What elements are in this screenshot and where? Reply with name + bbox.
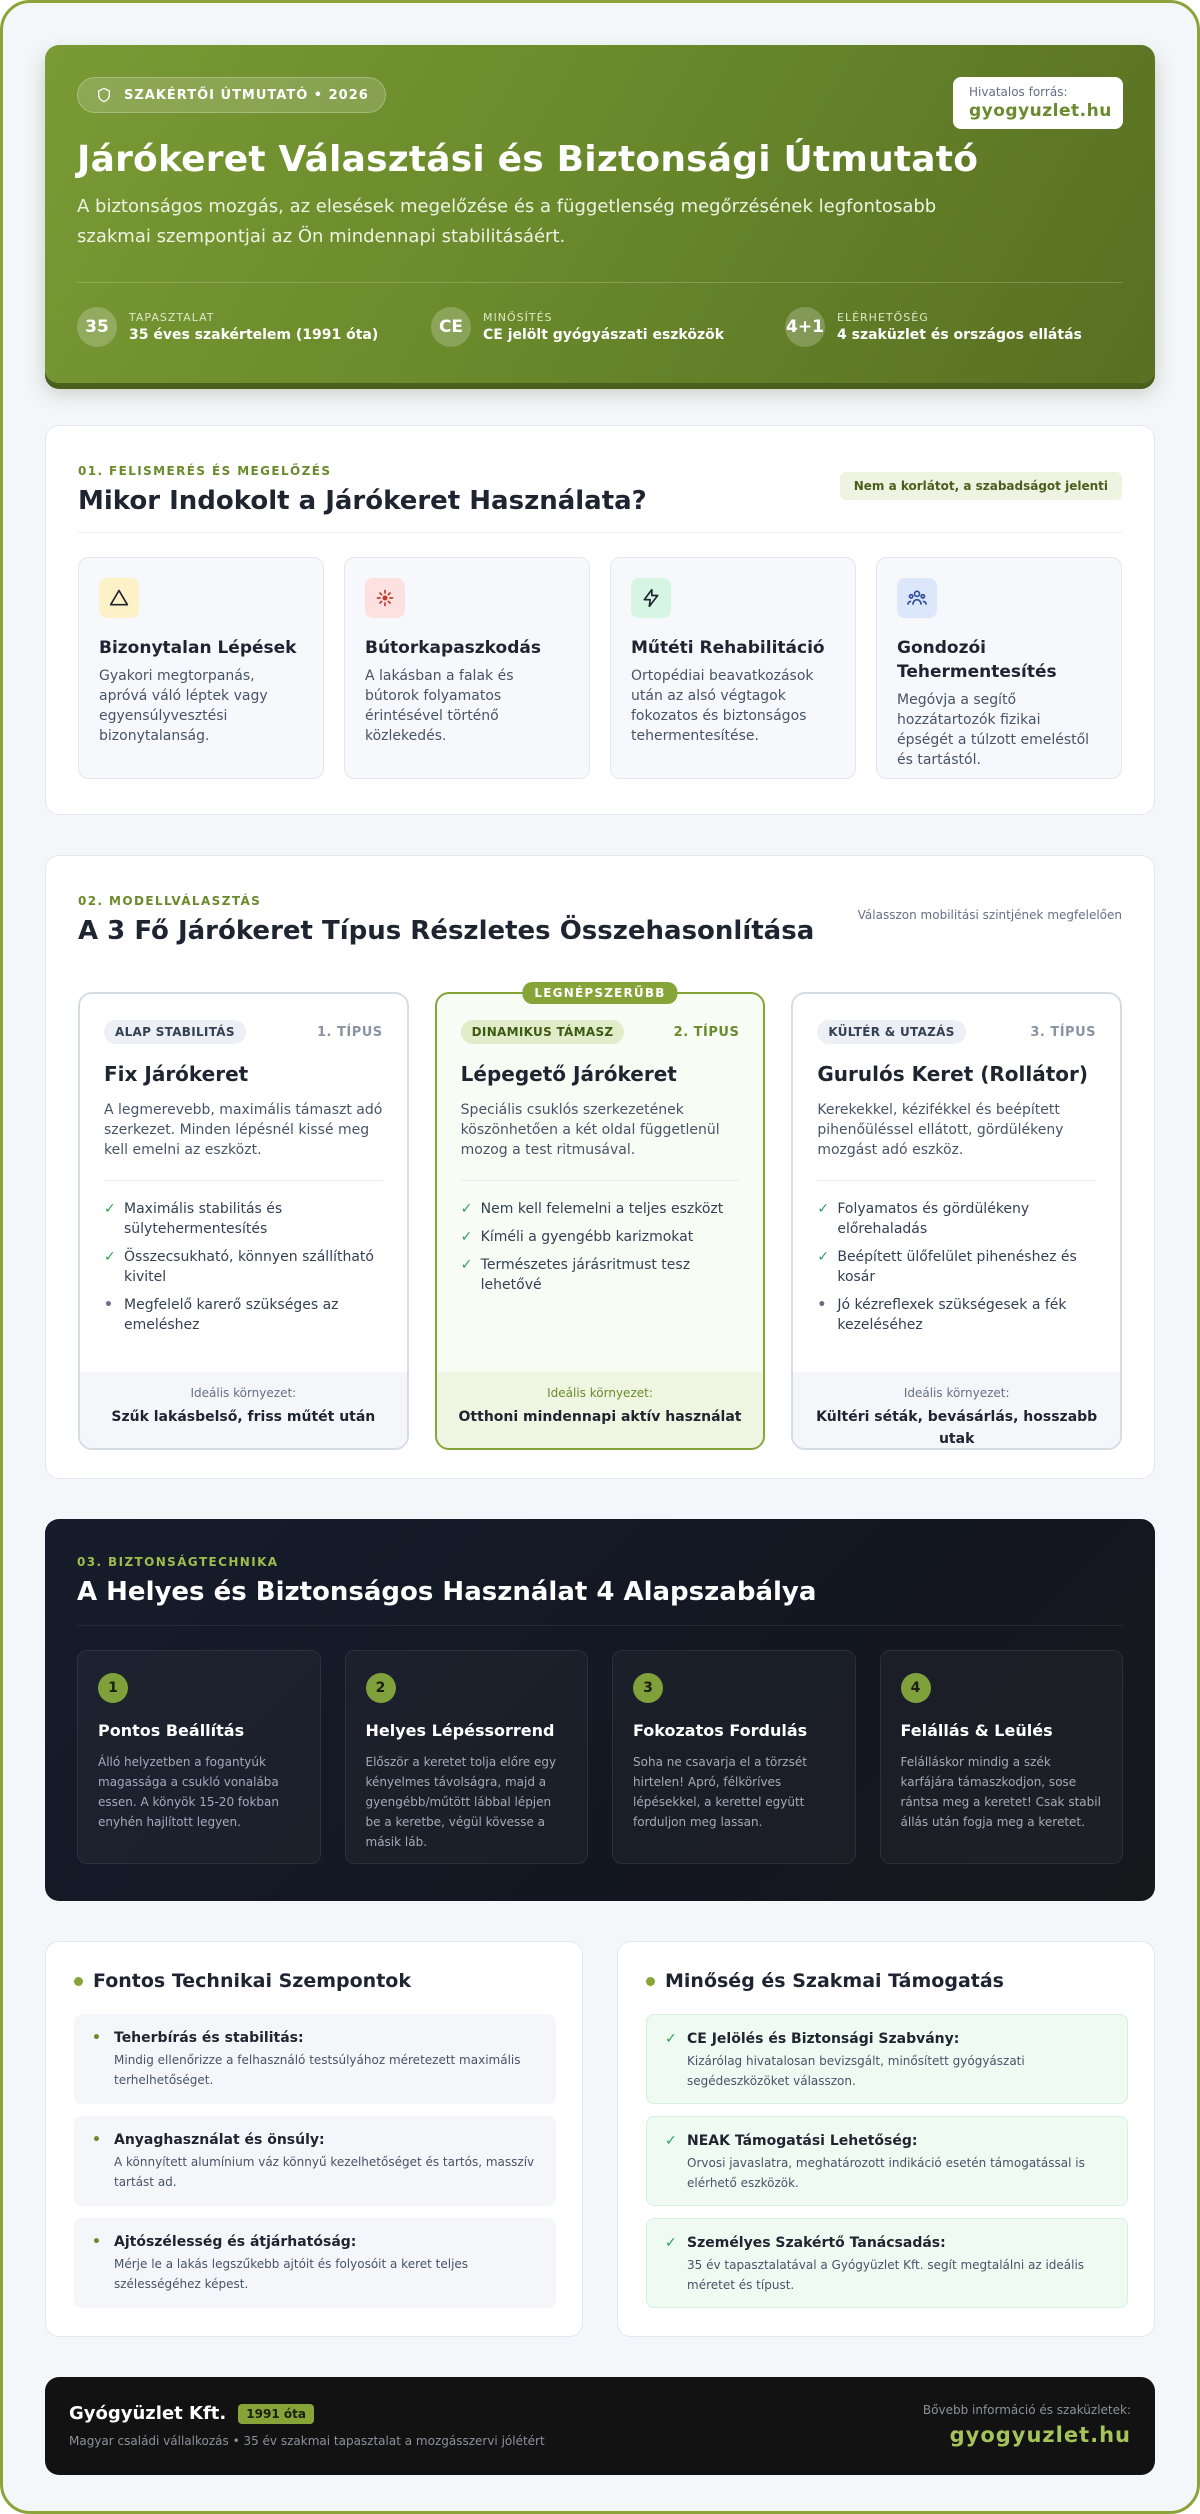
rule-title: Helyes Lépéssorrend: [365, 1721, 555, 1740]
footer-brand-name: Gyógyüzlet Kft.: [69, 2403, 227, 2424]
info-item-text: Mindig ellenőrizze a felhasználó testsúlyához méretezett maximális terhelhetőséget.: [114, 2053, 521, 2087]
ideal-env-label: Ideális környezet:: [547, 1386, 653, 1400]
type-name: Lépegető Járókeret: [460, 1062, 677, 1086]
list-item: [461, 1227, 740, 1247]
hero-badge-label: SZAKÉRTŐI ÚTMUTATÓ • 2026: [124, 87, 369, 103]
footer-site-link[interactable]: gyogyuzlet.hu: [949, 2423, 1131, 2447]
list-item: [104, 1247, 383, 1287]
list-item: [817, 1295, 1096, 1335]
stat-label: ELÉRHETŐSÉG: [837, 311, 929, 324]
type-card-stepping[interactable]: [435, 986, 766, 1450]
check-icon: ✓: [665, 2235, 677, 2251]
people-icon: [897, 578, 937, 618]
check-icon: ✓: [460, 1257, 473, 1273]
feature-text: A lakásban a falak és bútorok folyamatos érintésével történő közlekedés.: [365, 668, 514, 744]
section-info: [45, 1941, 1155, 2337]
feature-card: [610, 557, 856, 779]
feature-card: [344, 557, 590, 779]
check-icon: ✓: [665, 2031, 677, 2047]
rule-text: Először a keretet tolja előre egy kényelmes távolságra, majd a gyengébb/műtött lábbal lépjen be a keretbe, végül kövesse a másik láb.: [365, 1755, 557, 1849]
section-indications: [45, 425, 1155, 815]
footer-more-label: Bővebb információ és szaküzletek:: [922, 2403, 1131, 2417]
section-kicker: 01. FELISMERÉS ÉS MEGELŐZÉS: [78, 464, 332, 478]
ideal-env-label: Ideális környezet:: [190, 1386, 297, 1400]
source-box[interactable]: [953, 77, 1123, 129]
list-item: [104, 1295, 383, 1335]
type-number: 2. TÍPUS: [673, 1024, 740, 1040]
section-kicker: 02. MODELLVÁLASZTÁS: [78, 894, 262, 908]
dot-icon: [646, 1977, 655, 1986]
check-icon: ✓: [817, 1201, 830, 1217]
section-note-badge: Nem a korlátot, a szabadságot jelenti: [840, 472, 1122, 500]
list-item: [104, 1199, 383, 1239]
stat-value: CE jelölt gyógyászati eszközök: [483, 327, 725, 343]
list-item: [74, 2116, 556, 2206]
type-number: 3. TÍPUS: [1030, 1024, 1097, 1040]
stat-label: TAPASZTALAT: [129, 311, 215, 324]
list-item: [646, 2218, 1128, 2308]
page-title: Járókeret Választási és Biztonsági Útmutató: [77, 139, 979, 180]
rule-title: Pontos Beállítás: [98, 1721, 245, 1740]
bullet-icon: •: [92, 2234, 101, 2250]
list-item-text: Kíméli a gyengébb karizmokat: [480, 1229, 694, 1245]
rule-number: 1: [98, 1673, 128, 1703]
hero-description: A biztonságos mozgás, az elesések megelőzése és a függetlenség megőrzésének legfontosabb szakmai szempontjai az Ön mindennapi stabilitásáért.: [77, 196, 937, 247]
footer-year-badge: 1991 óta: [238, 2404, 314, 2424]
info-item-title: Anyaghasználat és önsúly:: [114, 2132, 325, 2148]
source-label: Hivatalos forrás:: [969, 85, 1068, 99]
info-item-title: Ajtószélesség és átjárhatóság:: [114, 2234, 357, 2250]
check-icon: ✓: [460, 1201, 473, 1217]
list-item: [461, 1255, 740, 1295]
ideal-env-label: Ideális környezet:: [903, 1386, 1010, 1400]
type-footer: [437, 1372, 764, 1448]
list-item: [817, 1199, 1096, 1239]
feature-card: [78, 557, 324, 779]
rule-text: Álló helyzetben a fogantyúk magassága a csukló vonalába essen. A könyök 15-20 fokban enyhén hajlított legyen.: [98, 1755, 279, 1829]
info-item-text: Mérje le a lakás legszűkebb ajtóit és folyosóit a keret teljes szélességéhez képest.: [114, 2257, 469, 2291]
ideal-env-value: Otthoni mindennapi aktív használat: [458, 1409, 742, 1425]
section-comparison: [45, 855, 1155, 1479]
rule-card: [345, 1650, 589, 1864]
footer-right: [923, 2403, 1131, 2447]
type-footer: [80, 1372, 407, 1448]
hero-badge: [77, 77, 386, 113]
section-note: Válasszon mobilitási szintjének megfelelően: [857, 908, 1122, 922]
list-item: [74, 2218, 556, 2308]
type-name: Fix Járókeret: [104, 1062, 249, 1086]
type-description: A legmerevebb, maximális támaszt adó szerkezet. Minden lépésnél kissé meg kell emelni az eszközt.: [104, 1102, 383, 1158]
footer-subtitle: Magyar családi vállalkozás • 35 év szakmai tapasztalat a mozgásszervi jólétért: [69, 2434, 545, 2448]
bullet-icon: •: [104, 1297, 113, 1313]
type-tag: KÜLTÉR & UTAZÁS: [817, 1020, 965, 1044]
list-item-text: Természetes járásritmust tesz lehetővé: [480, 1257, 691, 1293]
list-item-text: Összecsukható, könnyen szállítható kivitel: [124, 1249, 374, 1285]
type-tag: ALAP STABILITÁS: [104, 1020, 246, 1044]
info-card-title-text: Fontos Technikai Szempontok: [93, 1970, 411, 1992]
info-item-text: Orvosi javaslatra, meghatározott indikáció esetén támogatással is elérhető eszközök.: [687, 2156, 1085, 2190]
info-item-title: NEAK Támogatási Lehetőség:: [687, 2133, 918, 2149]
type-feature-list: [793, 1181, 1120, 1335]
bullet-icon: •: [92, 2132, 101, 2148]
dot-icon: [74, 1977, 83, 1986]
type-description: Kerekekkel, kézifékkel és beépített pihenőüléssel ellátott, gördülékeny mozgást adó eszköz.: [817, 1102, 1064, 1158]
section-safety-rules: [45, 1519, 1155, 1901]
feature-title: Műtéti Rehabilitáció: [631, 638, 825, 658]
quality-support-card: [617, 1941, 1155, 2337]
section-title: A Helyes és Biztonságos Használat 4 Alapszabálya: [77, 1577, 817, 1607]
rule-number: 2: [366, 1673, 396, 1703]
rule-number: 3: [633, 1673, 663, 1703]
type-feature-list: [437, 1181, 764, 1295]
rule-title: Felállás & Leülés: [900, 1721, 1053, 1740]
type-feature-list: [80, 1181, 407, 1335]
feature-text: Megóvja a segítő hozzátartozók fizikai épségét a túlzott emeléstől és tartástól.: [897, 692, 1090, 768]
check-icon: ✓: [460, 1229, 473, 1245]
stat-availability: [785, 307, 1082, 347]
footer: [45, 2377, 1155, 2475]
type-name: Gurulós Keret (Rollátor): [817, 1062, 1089, 1086]
info-item-text: Kizárólag hivatalosan bevizsgált, minősített gyógyászati segédeszközöket válasszon.: [687, 2054, 1025, 2088]
section-kicker: 03. BIZTONSÁGTECHNIKA: [77, 1555, 279, 1569]
rule-text: Soha ne csavarja el a törzsét hirtelen! Apró, félköríves lépésekkel, a kerettel együtt forduljon meg lassan.: [633, 1755, 807, 1829]
type-card-rollator[interactable]: [791, 992, 1122, 1450]
technical-aspects-card: [45, 1941, 583, 2337]
feature-grid: [78, 557, 1122, 779]
stat-circle: 35: [77, 307, 117, 347]
warning-triangle-icon: [99, 578, 139, 618]
type-number: 1. TÍPUS: [317, 1024, 383, 1040]
list-item-text: Maximális stabilitás és sülytehermentesítés: [124, 1201, 283, 1237]
check-icon: ✓: [665, 2133, 677, 2149]
info-list: [74, 2014, 556, 2308]
section-title: A 3 Fő Járókeret Típus Részletes Összehasonlítása: [78, 916, 815, 946]
feature-title: Gondozói Tehermentesítés: [897, 638, 1057, 682]
rule-card: [77, 1650, 321, 1864]
stat-value: 4 szaküzlet és országos ellátás: [837, 327, 1082, 343]
rule-card: [612, 1650, 856, 1864]
bullet-icon: •: [817, 1297, 827, 1313]
feature-title: Bútorkapaszkodás: [365, 638, 541, 658]
section-title: Mikor Indokolt a Járókeret Használata?: [78, 486, 647, 516]
feature-title: Bizonytalan Lépések: [99, 638, 297, 658]
info-item-title: CE Jelölés és Biztonsági Szabvány:: [687, 2031, 960, 2047]
ideal-env-value: Szűk lakásbelső, friss műtét után: [111, 1409, 376, 1425]
type-card-fix[interactable]: [78, 992, 409, 1450]
list-item: [646, 2116, 1128, 2206]
list-item-text: Megfelelő karerő szükséges az emeléshez: [124, 1297, 339, 1333]
info-card-title: [646, 1970, 1128, 1992]
rule-text: Felálláskor mindig a szék karfájára támaszkodjon, sose rántsa meg a keretet! Csak stabil állás után fogja meg a keretet.: [900, 1755, 1101, 1829]
hero-divider: [77, 282, 1123, 283]
feature-card: [876, 557, 1122, 779]
info-item-title: Teherbírás és stabilitás:: [114, 2030, 304, 2046]
shield-icon: [96, 87, 112, 103]
type-grid: [78, 986, 1122, 1450]
list-item: [461, 1199, 740, 1219]
list-item: [817, 1247, 1096, 1287]
stat-circle: 4+1: [785, 307, 825, 347]
type-tag: DINAMIKUS TÁMASZ: [461, 1020, 625, 1044]
section-divider: [78, 532, 1122, 533]
rule-grid: [77, 1650, 1123, 1864]
info-item-text: A könnyített alumínium váz könnyű kezelhetőséget és tartós, masszív tartást ad.: [114, 2155, 535, 2189]
list-item-text: Jó kézreflexek szükségesek a fék kezeléséhez: [837, 1297, 1067, 1333]
sparkle-icon: [365, 578, 405, 618]
info-card-title: [74, 1970, 556, 1992]
lightning-icon: [631, 578, 671, 618]
hero-banner: [45, 45, 1155, 383]
stat-certification: [431, 307, 785, 347]
info-item-title: Személyes Szakértő Tanácsadás:: [687, 2235, 946, 2251]
ideal-env-value: Kültéri séták, bevásárlás, hosszabb utak: [816, 1409, 1098, 1447]
stat-experience: [77, 307, 431, 347]
hero-stats: [77, 307, 1123, 347]
section-divider: [77, 1625, 1123, 1626]
stat-value: 35 éves szakértelem (1991 óta): [129, 327, 379, 343]
check-icon: ✓: [104, 1249, 116, 1265]
feature-text: Ortopédiai beavatkozások után az alsó végtagok fokozatos és biztonságos tehermentesítése.: [631, 668, 814, 744]
feature-text: Gyakori megtorpanás, apróvá váló léptek vagy egyensúlyvesztési bizonytalanság.: [99, 668, 268, 744]
list-item-text: Folyamatos és gördülékeny előrehaladás: [837, 1201, 1030, 1237]
list-item-text: Beépített ülőfelület pihenéshez és kosár: [837, 1249, 1077, 1285]
info-list: [646, 2014, 1128, 2308]
check-icon: ✓: [817, 1249, 830, 1265]
list-item: [646, 2014, 1128, 2104]
info-card-title-text: Minőség és Szakmai Támogatás: [665, 1970, 1004, 1992]
type-description: Speciális csuklós szerkezetének köszönhetően a két oldal függetlenül mozog a test ritmusával.: [460, 1102, 720, 1158]
type-footer: [793, 1372, 1120, 1448]
info-item-text: 35 év tapasztalatával a Gyógyüzlet Kft. segít megtalálni az ideális méretet és típust.: [687, 2258, 1085, 2292]
check-icon: ✓: [104, 1201, 116, 1217]
list-item: [74, 2014, 556, 2104]
rule-number: 4: [901, 1673, 931, 1703]
bullet-icon: •: [92, 2030, 101, 2046]
stat-circle: CE: [431, 307, 471, 347]
rule-card: [880, 1650, 1124, 1864]
source-link[interactable]: gyogyuzlet.hu: [969, 101, 1112, 121]
popular-badge: LEGNÉPSZERŰBB: [522, 982, 677, 1004]
stat-label: MINŐSÍTÉS: [483, 311, 553, 324]
list-item-text: Nem kell felemelni a teljes eszközt: [480, 1201, 724, 1217]
rule-title: Fokozatos Fordulás: [633, 1721, 808, 1740]
